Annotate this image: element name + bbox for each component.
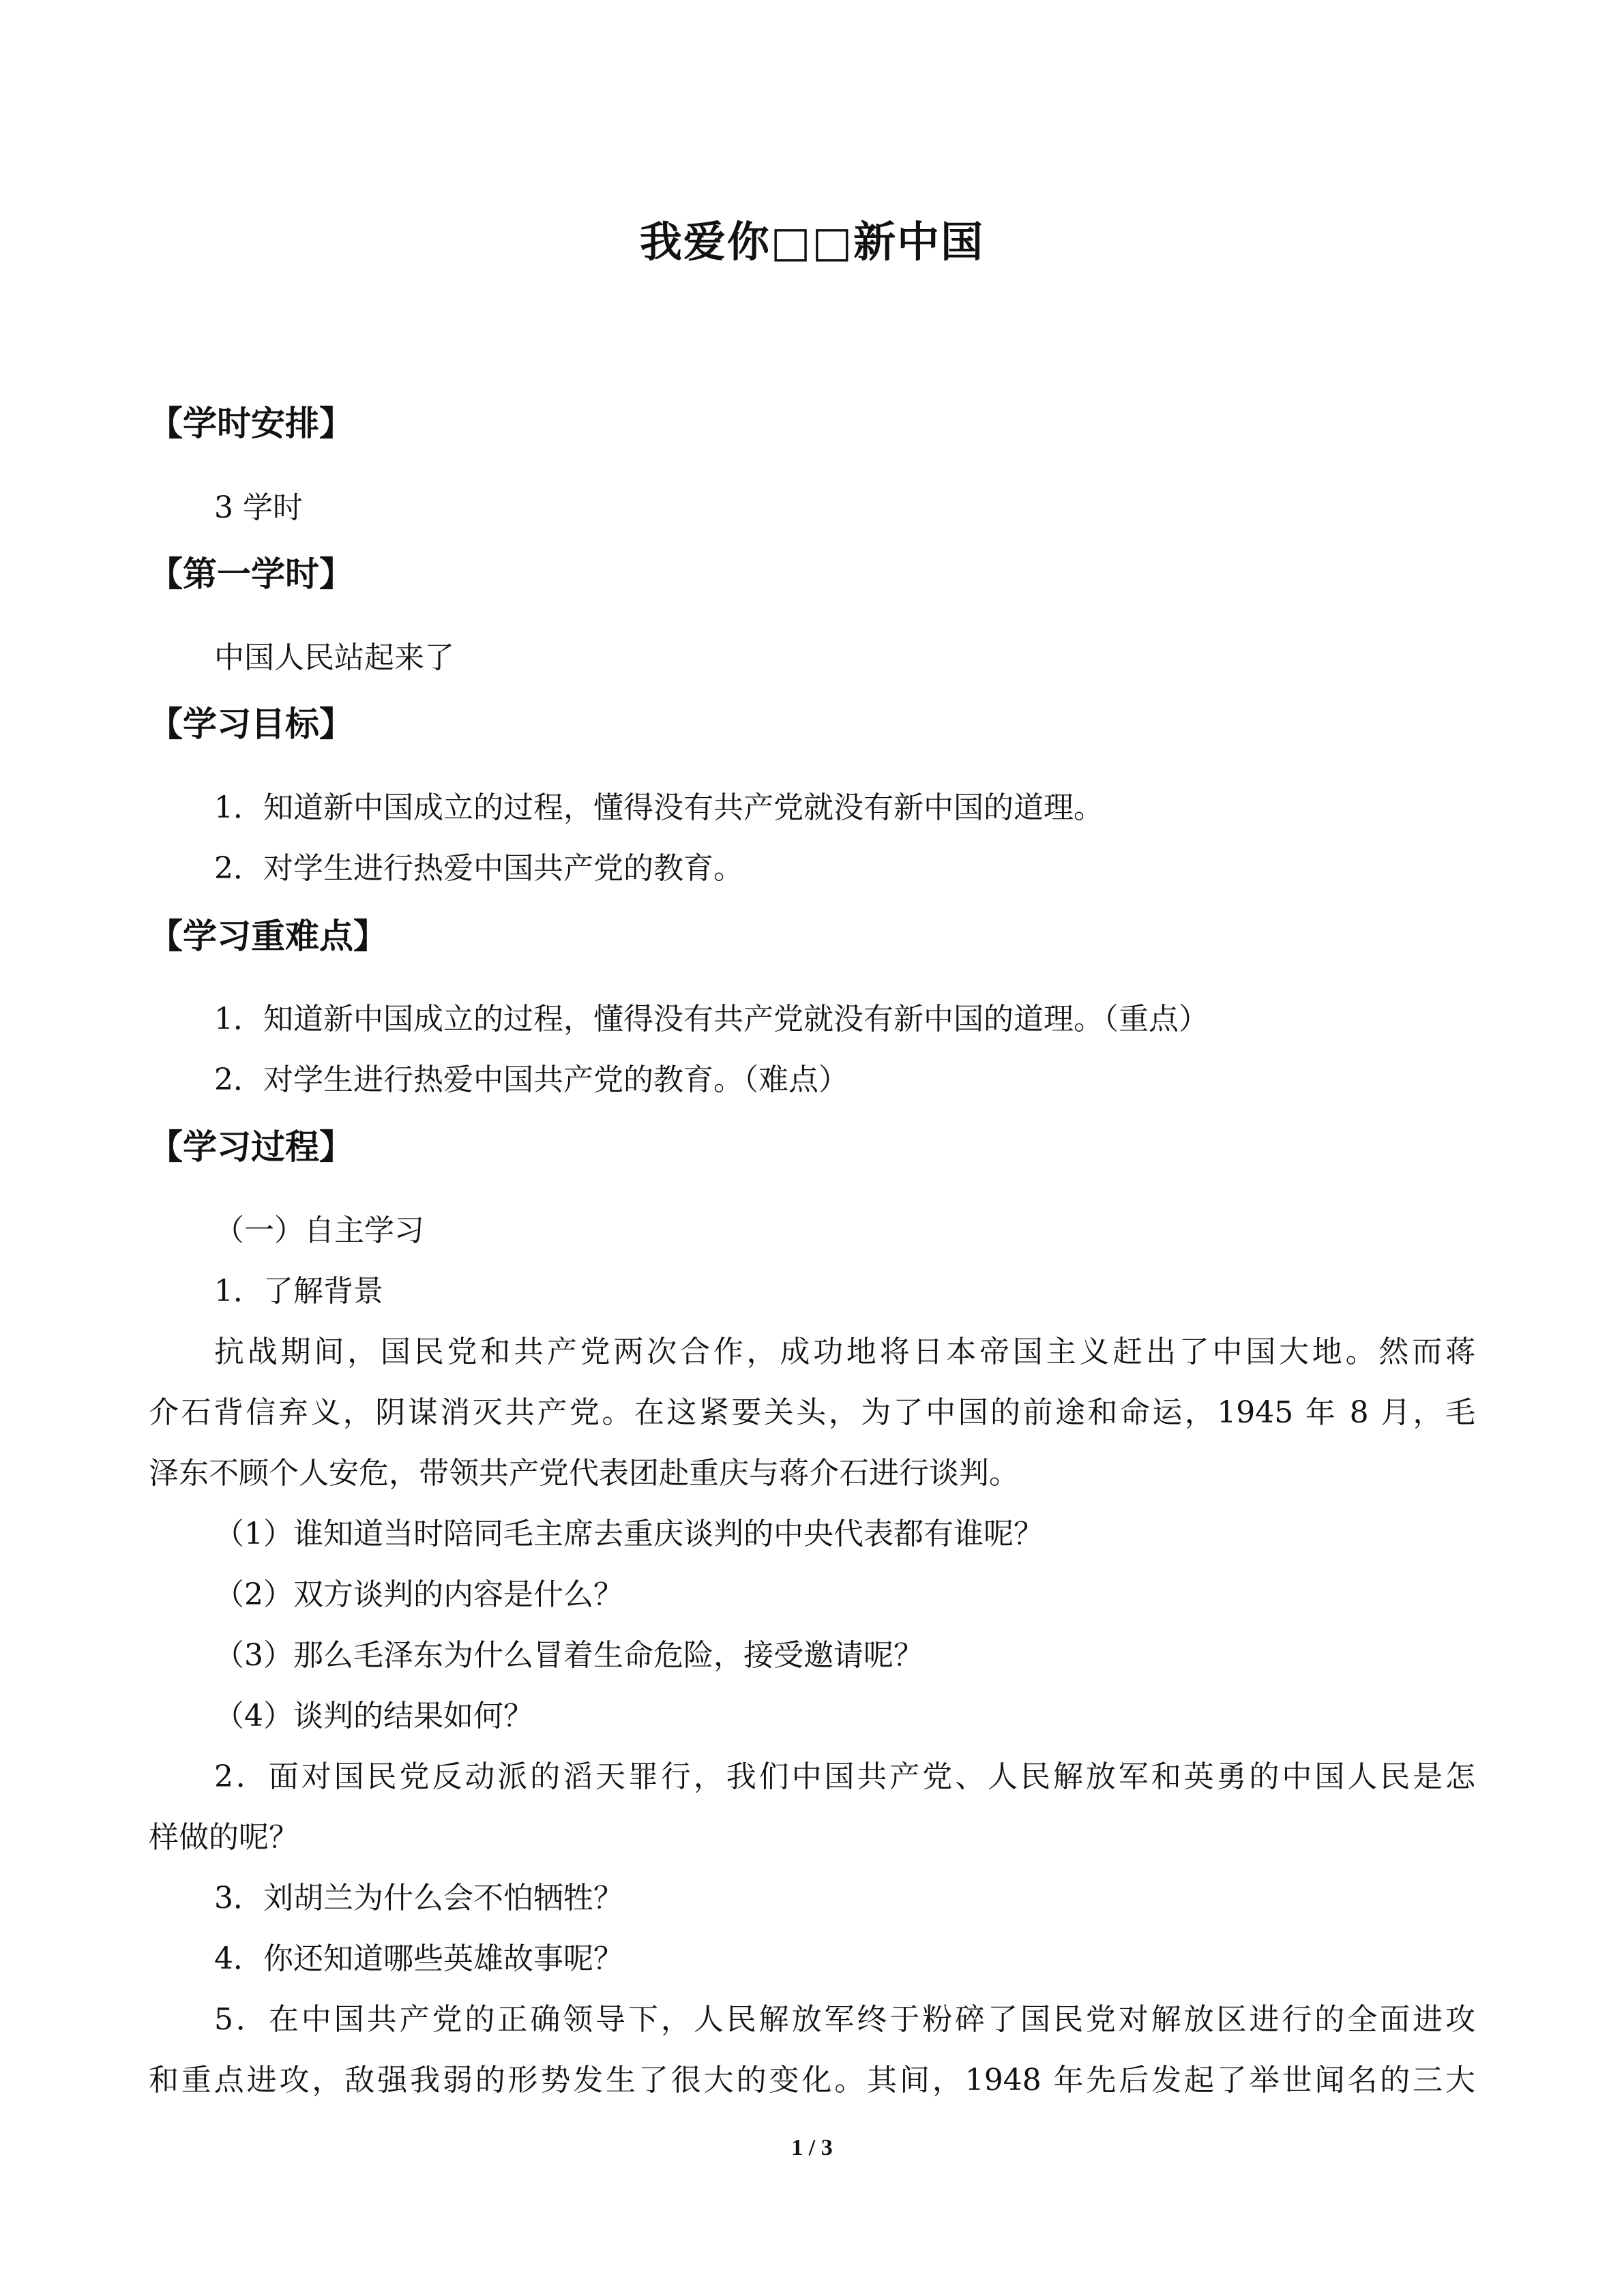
question-item: （2）双方谈判的内容是什么？ [214, 1577, 623, 1612]
section-heading-process: 【学习过程】 [149, 1127, 353, 1167]
section-heading-first-period: 【第一学时】 [149, 554, 353, 594]
objective-item: 1．知道新中国成立的过程，懂得没有共产党就没有新中国的道理。 [214, 790, 1104, 825]
objective-item: 2．对学生进行热爱中国共产党的教育。 [214, 851, 743, 886]
paragraph-line: 泽东不顾个人安危，带领共产党代表团赴重庆与蒋介石进行谈判。 [149, 1456, 1019, 1491]
key-point-item: 2．对学生进行热爱中国共产党的教育。（难点） [214, 1062, 848, 1097]
paragraph-line: 5．在中国共产党的正确领导下，人民解放军终于粉碎了国民党对解放区进行的全面进攻 [214, 2002, 1475, 2037]
section-heading-schedule: 【学时安排】 [149, 404, 353, 443]
section-heading-key-points: 【学习重难点】 [149, 916, 387, 956]
question-item: （3）那么毛泽东为什么冒着生命危险，接受邀请呢？ [214, 1638, 924, 1673]
schedule-line: 3 学时 [214, 490, 303, 525]
process-item: 1．了解背景 [214, 1274, 383, 1309]
paragraph-line: 2．面对国民党反动派的滔天罪行，我们中国共产党、人民解放军和英勇的中国人民是怎 [214, 1759, 1475, 1794]
process-body [149, 1200, 1475, 2111]
paragraph-line: 介石背信弃义，阴谋消灭共产党。在这紧要关头，为了中国的前途和命运，1945 年 8 月，毛 [149, 1395, 1475, 1430]
process-item: 3．刘胡兰为什么会不怕牺牲？ [214, 1881, 623, 1915]
objectives-list [149, 777, 1475, 899]
key-point-item: 1．知道新中国成立的过程，懂得没有共产党就没有新中国的道理。（重点） [214, 1002, 1209, 1037]
first-period-line: 中国人民站起来了 [214, 640, 454, 675]
first-period-text [149, 627, 1475, 688]
process-subheading: （一）自主学习 [214, 1213, 424, 1248]
question-item: （1）谁知道当时陪同毛主席去重庆谈判的中央代表都有谁呢？ [214, 1517, 1044, 1551]
paragraph-line: 抗战期间，国民党和共产党两次合作，成功地将日本帝国主义赶出了中国大地。然而蒋 [214, 1335, 1475, 1369]
paragraph-line: 样做的呢？ [149, 1820, 299, 1855]
question-item: （4）谈判的结果如何？ [214, 1699, 533, 1733]
paragraph-line: 和重点进攻，敌强我弱的形势发生了很大的变化。其间，1948 年先后发起了举世闻名的三大 [149, 2063, 1475, 2098]
page-number: 1 / 3 [791, 2135, 833, 2160]
key-points-list [149, 989, 1475, 1110]
section-heading-objectives: 【学习目标】 [149, 704, 353, 744]
page-title: 我爱你□□新中国 [639, 217, 985, 267]
schedule-text [149, 477, 1475, 538]
process-item: 4．你还知道哪些英雄故事呢？ [214, 1941, 623, 1976]
